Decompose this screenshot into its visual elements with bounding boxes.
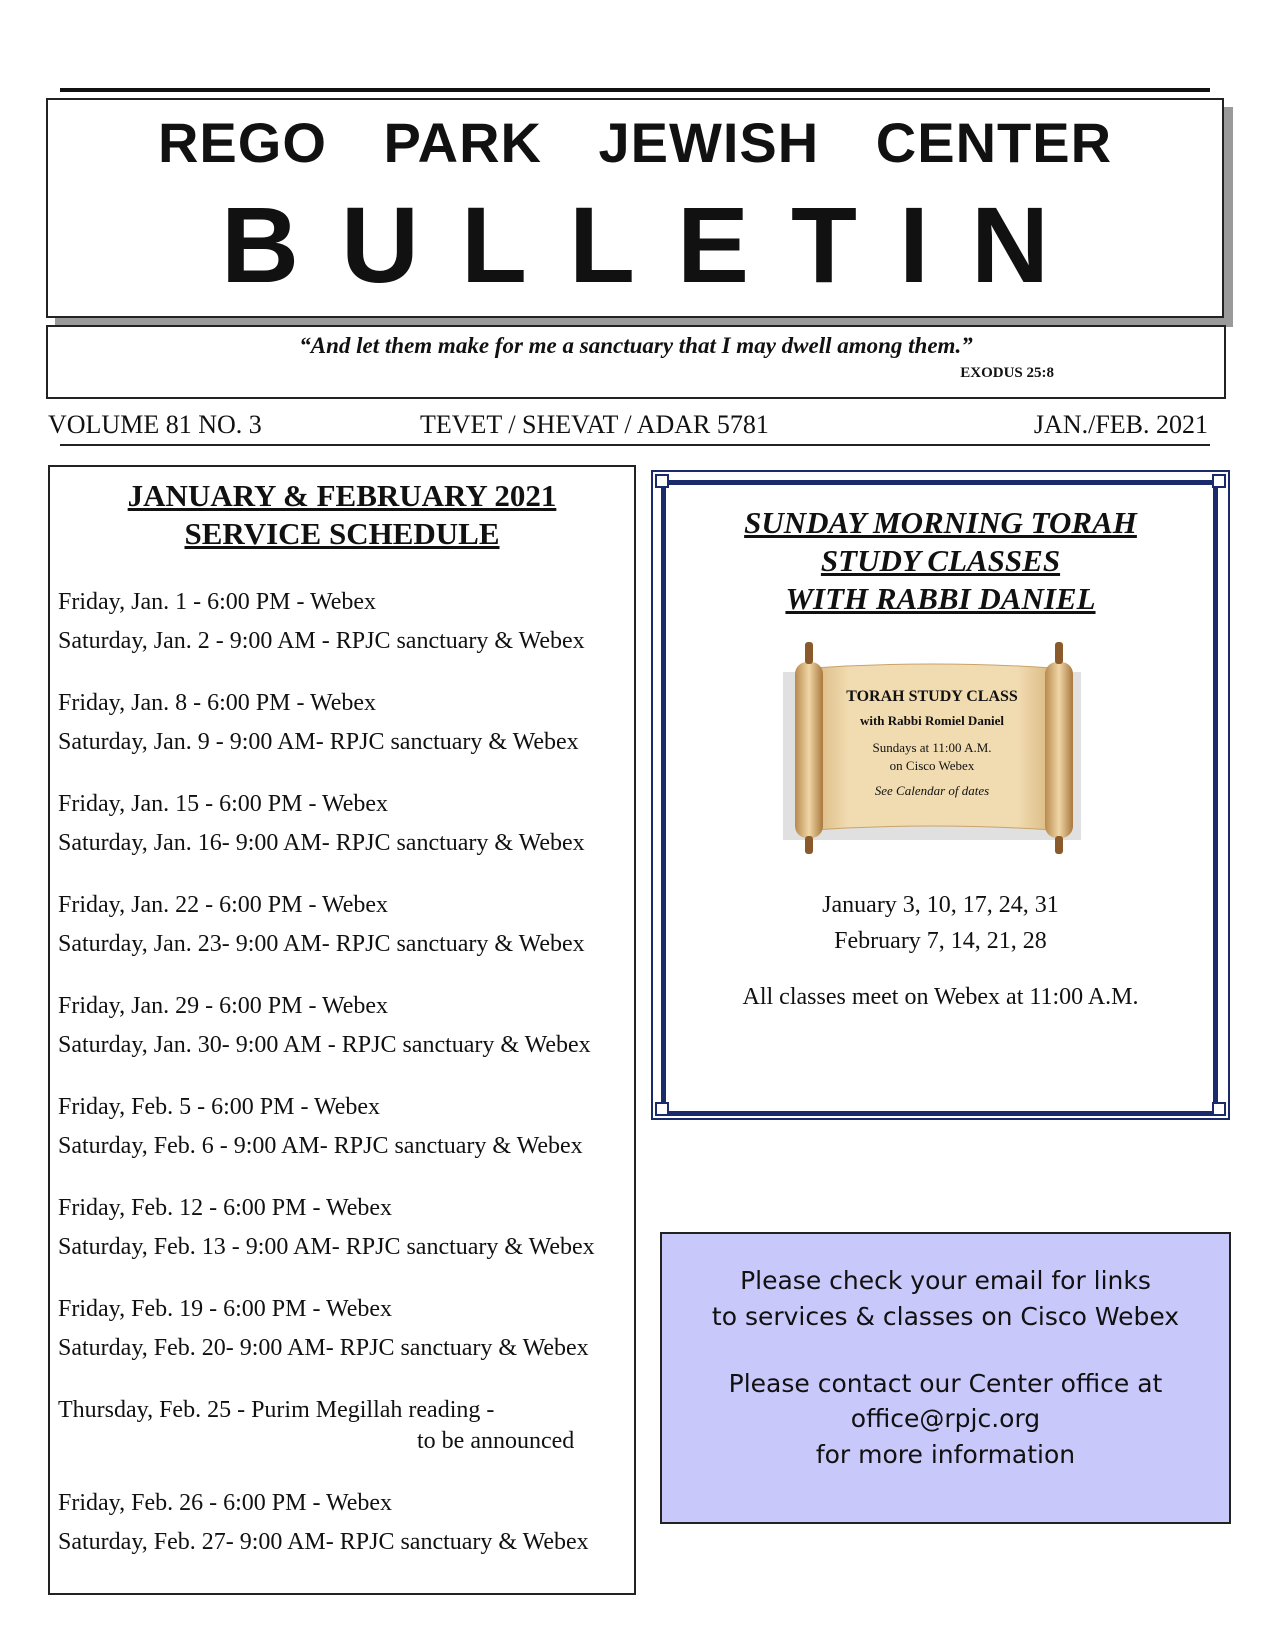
frame-corner <box>1212 474 1226 488</box>
service-item: Saturday, Feb. 6 - 9:00 AM- RPJC sanctuary & Webex <box>58 1133 583 1159</box>
service-item: Friday, Jan. 15 - 6:00 PM - Webex <box>58 791 389 817</box>
service-item-continued: to be announced <box>417 1428 575 1454</box>
frame-corner <box>1212 1102 1226 1116</box>
service-item: Friday, Feb. 5 - 6:00 PM - Webex <box>58 1094 381 1120</box>
january-dates: January 3, 10, 17, 24, 31 <box>822 892 1059 918</box>
publication-title: BULLETIN <box>221 184 1091 305</box>
torah-title-line3: WITH RABBI DANIEL <box>785 581 1096 616</box>
service-item: Friday, Jan. 1 - 6:00 PM - Webex <box>58 589 377 615</box>
frame-corner <box>655 1102 669 1116</box>
info-line-1: Please check your email for links <box>740 1266 1151 1295</box>
issue-date: JAN./FEB. 2021 <box>1033 410 1208 439</box>
service-item: Saturday, Jan. 2 - 9:00 AM - RPJC sanctuary & Webex <box>58 628 585 654</box>
service-item: Friday, Jan. 29 - 6:00 PM - Webex <box>58 993 389 1019</box>
info-box <box>660 1232 1231 1524</box>
org-name: REGO PARK JEWISH CENTER <box>157 111 1113 174</box>
info-line-2: to services & classes on Cisco Webex <box>711 1302 1180 1331</box>
service-item: Friday, Feb. 19 - 6:00 PM - Webex <box>58 1296 393 1322</box>
service-item: Saturday, Jan. 9 - 9:00 AM- RPJC sanctuary & Webex <box>58 729 579 755</box>
office-email[interactable]: office@rpjc.org <box>850 1404 1041 1433</box>
schedule-title <box>50 477 634 553</box>
torah-title-line1: SUNDAY MORNING TORAH <box>744 505 1137 540</box>
service-item: Saturday, Jan. 16- 9:00 AM- RPJC sanctuary & Webex <box>58 830 585 856</box>
service-item: Saturday, Jan. 23- 9:00 AM- RPJC sanctuary & Webex <box>58 931 585 957</box>
service-item: Friday, Feb. 12 - 6:00 PM - Webex <box>58 1195 393 1221</box>
meta-rule <box>60 444 1210 446</box>
schedule-title-line1: JANUARY & FEBRUARY 2021 <box>127 478 557 513</box>
service-item: Saturday, Feb. 20- 9:00 AM- RPJC sanctuary & Webex <box>58 1335 589 1361</box>
volume-number: VOLUME 81 NO. 3 <box>48 410 262 439</box>
service-schedule <box>48 465 636 1595</box>
february-dates: February 7, 14, 21, 28 <box>834 928 1047 954</box>
scroll-time: Sundays at 11:00 A.M. <box>872 740 992 755</box>
scroll-subtitle: with Rabbi Romiel Daniel <box>859 713 1005 728</box>
service-item: Friday, Jan. 22 - 6:00 PM - Webex <box>58 892 389 918</box>
scroll-calendar-note: See Calendar of dates <box>874 783 990 798</box>
info-line-3: Please contact our Center office at <box>728 1369 1163 1398</box>
scroll-title: TORAH STUDY CLASS <box>846 688 1018 705</box>
quote-box <box>46 325 1226 399</box>
class-note: All classes meet on Webex at 11:00 A.M. <box>742 984 1139 1010</box>
torah-title-line2: STUDY CLASSES <box>820 543 1061 578</box>
torah-study-title <box>653 504 1228 618</box>
hebrew-months: TEVET / SHEVAT / ADAR 5781 <box>420 410 769 439</box>
scroll-platform: on Cisco Webex <box>889 758 975 773</box>
quote-source: EXODUS 25:8 <box>960 365 1054 381</box>
top-rule <box>60 88 1210 92</box>
service-item: Thursday, Feb. 25 - Purim Megillah reading - <box>58 1397 495 1423</box>
service-item: Friday, Feb. 26 - 6:00 PM - Webex <box>58 1490 393 1516</box>
torah-scroll-image <box>773 640 1091 855</box>
torah-study-box <box>651 470 1230 1120</box>
scripture-quote: “And let them make for me a sanctuary that I may dwell among them.” <box>299 333 973 358</box>
frame-corner <box>655 474 669 488</box>
masthead <box>46 98 1224 318</box>
service-item: Saturday, Feb. 27- 9:00 AM- RPJC sanctuary & Webex <box>58 1529 589 1555</box>
service-item: Saturday, Feb. 13 - 9:00 AM- RPJC sanctuary & Webex <box>58 1234 595 1260</box>
service-item: Saturday, Jan. 30- 9:00 AM - RPJC sanctuary & Webex <box>58 1032 591 1058</box>
info-line-5: for more information <box>815 1440 1076 1469</box>
service-item: Friday, Jan. 8 - 6:00 PM - Webex <box>58 690 377 716</box>
schedule-title-line2: SERVICE SCHEDULE <box>184 516 500 551</box>
